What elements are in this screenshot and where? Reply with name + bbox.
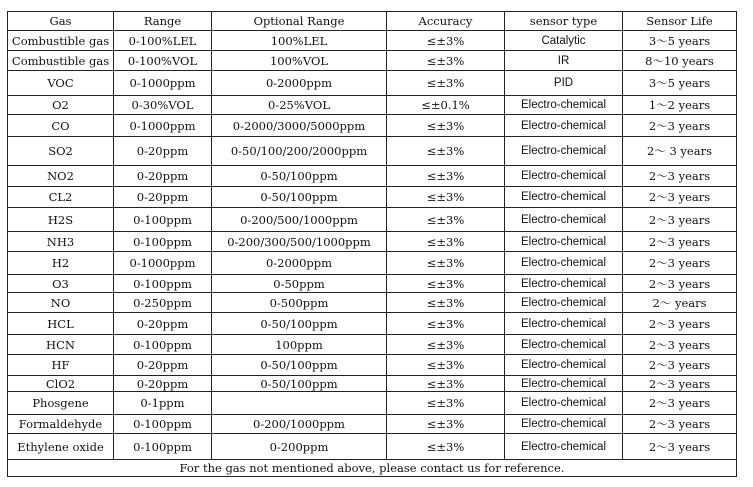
cell-accuracy: ≤±3% bbox=[387, 115, 505, 137]
cell-sensor-life: 2～3 years bbox=[623, 187, 737, 208]
cell-sensor-life: 2～3 years bbox=[623, 252, 737, 275]
cell-gas: Combustible gas bbox=[8, 51, 114, 71]
cell-sensor-type: Electro-chemical bbox=[505, 232, 623, 252]
cell-sensor-life: 2～3 years bbox=[623, 313, 737, 335]
cell-sensor-type: Electro-chemical bbox=[505, 137, 623, 166]
cell-sensor-life: 2～ years bbox=[623, 293, 737, 313]
cell-gas: VOC bbox=[8, 71, 114, 96]
cell-optional-range: 0-50/100ppm bbox=[212, 376, 387, 392]
table-row bbox=[8, 137, 737, 166]
cell-accuracy: ≤±3% bbox=[387, 376, 505, 392]
cell-range: 0-1000ppm bbox=[114, 71, 212, 96]
cell-sensor-type: Electro-chemical bbox=[505, 115, 623, 137]
footer-note: For the gas not mentioned above, please contact us for reference. bbox=[8, 460, 737, 477]
cell-gas: NH3 bbox=[8, 232, 114, 252]
table-row bbox=[8, 275, 737, 293]
cell-gas: HCN bbox=[8, 335, 114, 355]
cell-gas: Phosgene bbox=[8, 392, 114, 415]
table-footer-row bbox=[8, 460, 737, 477]
cell-accuracy: ≤±0.1% bbox=[387, 96, 505, 115]
cell-gas: Combustible gas bbox=[8, 31, 114, 51]
table-row bbox=[8, 115, 737, 137]
cell-gas: O3 bbox=[8, 275, 114, 293]
cell-optional-range: 0-200/500/1000ppm bbox=[212, 208, 387, 232]
cell-accuracy: ≤±3% bbox=[387, 71, 505, 96]
cell-accuracy: ≤±3% bbox=[387, 335, 505, 355]
cell-optional-range: 0-50/100ppm bbox=[212, 166, 387, 187]
cell-sensor-life: 2～3 years bbox=[623, 434, 737, 460]
cell-gas: HCL bbox=[8, 313, 114, 335]
cell-sensor-life: 2～3 years bbox=[623, 376, 737, 392]
cell-optional-range: 100%LEL bbox=[212, 31, 387, 51]
cell-gas: CO bbox=[8, 115, 114, 137]
cell-range: 0-100ppm bbox=[114, 208, 212, 232]
cell-optional-range: 0-50/100ppm bbox=[212, 355, 387, 376]
cell-sensor-type: Electro-chemical bbox=[505, 335, 623, 355]
cell-accuracy: ≤±3% bbox=[387, 51, 505, 71]
cell-sensor-type: Electro-chemical bbox=[505, 293, 623, 313]
table-row bbox=[8, 252, 737, 275]
table-row bbox=[8, 293, 737, 313]
cell-sensor-life: 3～5 years bbox=[623, 31, 737, 51]
cell-optional-range: 0-200ppm bbox=[212, 434, 387, 460]
cell-range: 0-20ppm bbox=[114, 355, 212, 376]
cell-optional-range: 0-2000ppm bbox=[212, 252, 387, 275]
cell-accuracy: ≤±3% bbox=[387, 208, 505, 232]
cell-optional-range bbox=[212, 392, 387, 415]
cell-sensor-type: Electro-chemical bbox=[505, 208, 623, 232]
cell-optional-range: 0-25%VOL bbox=[212, 96, 387, 115]
cell-gas: Ethylene oxide bbox=[8, 434, 114, 460]
cell-range: 0-1000ppm bbox=[114, 115, 212, 137]
cell-range: 0-20ppm bbox=[114, 137, 212, 166]
header-sensor-life: Sensor Life bbox=[623, 12, 737, 31]
cell-sensor-life: 2～ 3 years bbox=[623, 137, 737, 166]
cell-gas: H2 bbox=[8, 252, 114, 275]
cell-sensor-life: 2～3 years bbox=[623, 115, 737, 137]
table-row bbox=[8, 434, 737, 460]
table-row bbox=[8, 166, 737, 187]
cell-optional-range: 0-2000ppm bbox=[212, 71, 387, 96]
cell-range: 0-1000ppm bbox=[114, 252, 212, 275]
cell-accuracy: ≤±3% bbox=[387, 232, 505, 252]
cell-accuracy: ≤±3% bbox=[387, 137, 505, 166]
table-row bbox=[8, 71, 737, 96]
table-row bbox=[8, 392, 737, 415]
cell-sensor-type: Electro-chemical bbox=[505, 275, 623, 293]
cell-accuracy: ≤±3% bbox=[387, 252, 505, 275]
header-optional-range: Optional Range bbox=[212, 12, 387, 31]
cell-sensor-type: Electro-chemical bbox=[505, 166, 623, 187]
gas-spec-table bbox=[7, 11, 737, 477]
cell-sensor-life: 2～3 years bbox=[623, 232, 737, 252]
cell-accuracy: ≤±3% bbox=[387, 187, 505, 208]
cell-gas: H2S bbox=[8, 208, 114, 232]
table-row bbox=[8, 51, 737, 71]
cell-optional-range: 0-200/300/500/1000ppm bbox=[212, 232, 387, 252]
cell-sensor-life: 2～3 years bbox=[623, 355, 737, 376]
header-range: Range bbox=[114, 12, 212, 31]
cell-sensor-life: 8～10 years bbox=[623, 51, 737, 71]
cell-gas: NO2 bbox=[8, 166, 114, 187]
cell-optional-range: 100ppm bbox=[212, 335, 387, 355]
cell-optional-range: 0-50/100ppm bbox=[212, 187, 387, 208]
cell-range: 0-20ppm bbox=[114, 376, 212, 392]
table-row bbox=[8, 208, 737, 232]
table-row bbox=[8, 376, 737, 392]
cell-range: 0-100%LEL bbox=[114, 31, 212, 51]
cell-gas: CL2 bbox=[8, 187, 114, 208]
table-row bbox=[8, 313, 737, 335]
cell-gas: NO bbox=[8, 293, 114, 313]
cell-sensor-life: 2～3 years bbox=[623, 335, 737, 355]
cell-sensor-life: 2～3 years bbox=[623, 208, 737, 232]
cell-sensor-life: 3～5 years bbox=[623, 71, 737, 96]
cell-sensor-type: PID bbox=[505, 71, 623, 96]
cell-sensor-life: 2～3 years bbox=[623, 275, 737, 293]
cell-sensor-type: Catalytic bbox=[505, 31, 623, 51]
cell-range: 0-100ppm bbox=[114, 275, 212, 293]
cell-gas: Formaldehyde bbox=[8, 415, 114, 434]
cell-range: 0-250ppm bbox=[114, 293, 212, 313]
table-row bbox=[8, 232, 737, 252]
header-gas: Gas bbox=[8, 12, 114, 31]
cell-optional-range: 0-50ppm bbox=[212, 275, 387, 293]
cell-sensor-type: Electro-chemical bbox=[505, 376, 623, 392]
cell-accuracy: ≤±3% bbox=[387, 313, 505, 335]
cell-sensor-type: Electro-chemical bbox=[505, 355, 623, 376]
cell-sensor-type: Electro-chemical bbox=[505, 187, 623, 208]
table-row bbox=[8, 355, 737, 376]
cell-gas: ClO2 bbox=[8, 376, 114, 392]
cell-range: 0-20ppm bbox=[114, 166, 212, 187]
gas-sensor-spec-sheet bbox=[7, 11, 736, 477]
cell-range: 0-100%VOL bbox=[114, 51, 212, 71]
table-row bbox=[8, 96, 737, 115]
table-body bbox=[8, 31, 737, 460]
cell-accuracy: ≤±3% bbox=[387, 293, 505, 313]
cell-sensor-life: 2～3 years bbox=[623, 166, 737, 187]
cell-range: 0-100ppm bbox=[114, 335, 212, 355]
cell-sensor-life: 2～3 years bbox=[623, 415, 737, 434]
cell-accuracy: ≤±3% bbox=[387, 392, 505, 415]
cell-optional-range: 0-50/100/200/2000ppm bbox=[212, 137, 387, 166]
cell-sensor-type: Electro-chemical bbox=[505, 313, 623, 335]
cell-range: 0-100ppm bbox=[114, 415, 212, 434]
cell-accuracy: ≤±3% bbox=[387, 166, 505, 187]
cell-range: 0-1ppm bbox=[114, 392, 212, 415]
header-accuracy: Accuracy bbox=[387, 12, 505, 31]
cell-accuracy: ≤±3% bbox=[387, 31, 505, 51]
cell-sensor-type: IR bbox=[505, 51, 623, 71]
cell-range: 0-100ppm bbox=[114, 232, 212, 252]
cell-range: 0-30%VOL bbox=[114, 96, 212, 115]
cell-gas: SO2 bbox=[8, 137, 114, 166]
cell-optional-range: 0-2000/3000/5000ppm bbox=[212, 115, 387, 137]
cell-accuracy: ≤±3% bbox=[387, 415, 505, 434]
cell-sensor-type: Electro-chemical bbox=[505, 252, 623, 275]
table-row bbox=[8, 187, 737, 208]
cell-sensor-life: 1～2 years bbox=[623, 96, 737, 115]
cell-optional-range: 0-500ppm bbox=[212, 293, 387, 313]
cell-sensor-type: Electro-chemical bbox=[505, 434, 623, 460]
table-row bbox=[8, 31, 737, 51]
cell-gas: HF bbox=[8, 355, 114, 376]
table-header-row bbox=[8, 12, 737, 31]
cell-accuracy: ≤±3% bbox=[387, 434, 505, 460]
cell-sensor-life: 2～3 years bbox=[623, 392, 737, 415]
header-sensor-type: sensor type bbox=[505, 12, 623, 31]
cell-optional-range: 100%VOL bbox=[212, 51, 387, 71]
cell-range: 0-100ppm bbox=[114, 434, 212, 460]
cell-optional-range: 0-50/100ppm bbox=[212, 313, 387, 335]
cell-range: 0-20ppm bbox=[114, 313, 212, 335]
cell-sensor-type: Electro-chemical bbox=[505, 415, 623, 434]
table-row bbox=[8, 415, 737, 434]
cell-gas: O2 bbox=[8, 96, 114, 115]
cell-accuracy: ≤±3% bbox=[387, 355, 505, 376]
cell-optional-range: 0-200/1000ppm bbox=[212, 415, 387, 434]
cell-accuracy: ≤±3% bbox=[387, 275, 505, 293]
cell-sensor-type: Electro-chemical bbox=[505, 96, 623, 115]
table-row bbox=[8, 335, 737, 355]
cell-sensor-type: Electro-chemical bbox=[505, 392, 623, 415]
cell-range: 0-20ppm bbox=[114, 187, 212, 208]
